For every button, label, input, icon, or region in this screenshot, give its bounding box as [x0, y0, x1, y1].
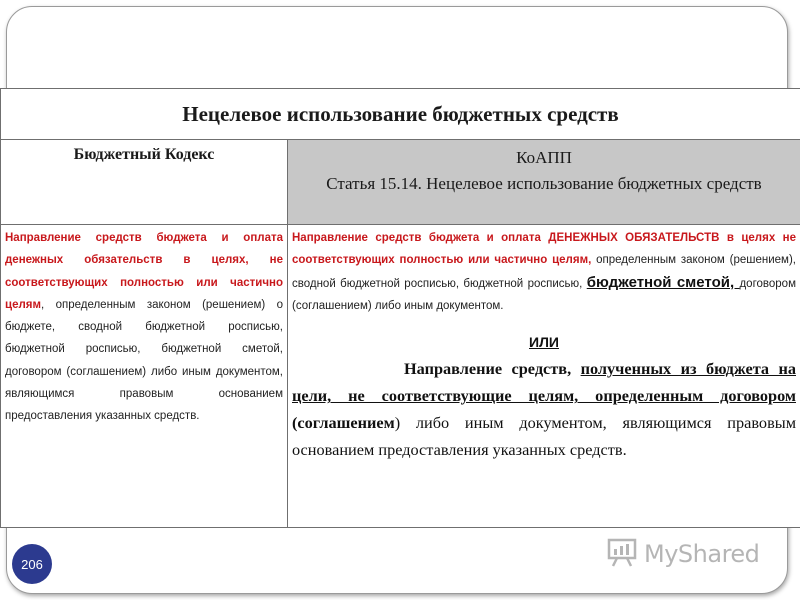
page-number-badge: 206 [12, 544, 52, 584]
budget-code-text [1, 225, 288, 528]
koapp-header [288, 140, 800, 225]
budget-estimate-emphasis: бюджетной сметой, [586, 273, 740, 291]
watermark-text: MyShared [644, 540, 760, 568]
p2-lead: Направление средств, [404, 359, 581, 379]
koapp-title: КоАПП [516, 148, 572, 167]
table-title: Нецелевое использование бюджетных средств [1, 89, 800, 140]
presentation-board-icon [606, 536, 638, 573]
koapp-highlight: Направление средств бюджета и оплата ДЕНЕЖНЫХ ОБЯЗАТЕЛЬСТВ в целях не соответствующих полностью или частично целям, [292, 232, 796, 267]
koapp-paragraph-1 [292, 227, 796, 317]
p2-agreement: (соглашением [292, 413, 395, 433]
koapp-text-2: определенным законом (решением), сводной бюджетной росписью, бюджетной росписью, [292, 254, 796, 290]
myshared-watermark [606, 534, 766, 574]
koapp-text [288, 225, 800, 528]
or-label: ИЛИ [529, 334, 559, 351]
budget-code-rest: , определенным законом (решением) о бюджете, сводной бюджетной росписью, бюджетной росписью, бюджетной сметой, договором (соглашением) либо иным документом, являющимся правовым основанием предоставления указанных средств. [5, 298, 283, 423]
article-title: Статья 15.14. Нецелевое использование бюджетных средств [326, 174, 762, 193]
koapp-paragraph-2 [292, 355, 796, 463]
p2-rest: ) либо иным документом, являющимся правовым основанием предоставления указанных средств. [292, 413, 796, 460]
comparison-table [0, 88, 800, 528]
budget-code-header: Бюджетный Кодекс [1, 140, 288, 225]
budget-code-highlight: Направление средств бюджета и оплата денежных обязательств в целях, не соответствующих полностью или частично целям [5, 232, 283, 311]
koapp-text-3: договором (соглашением) либо иным документом. [292, 277, 796, 312]
p2-underlined: полученных из бюджета на цели, не соответствующие целям, определенным договором [292, 359, 796, 406]
